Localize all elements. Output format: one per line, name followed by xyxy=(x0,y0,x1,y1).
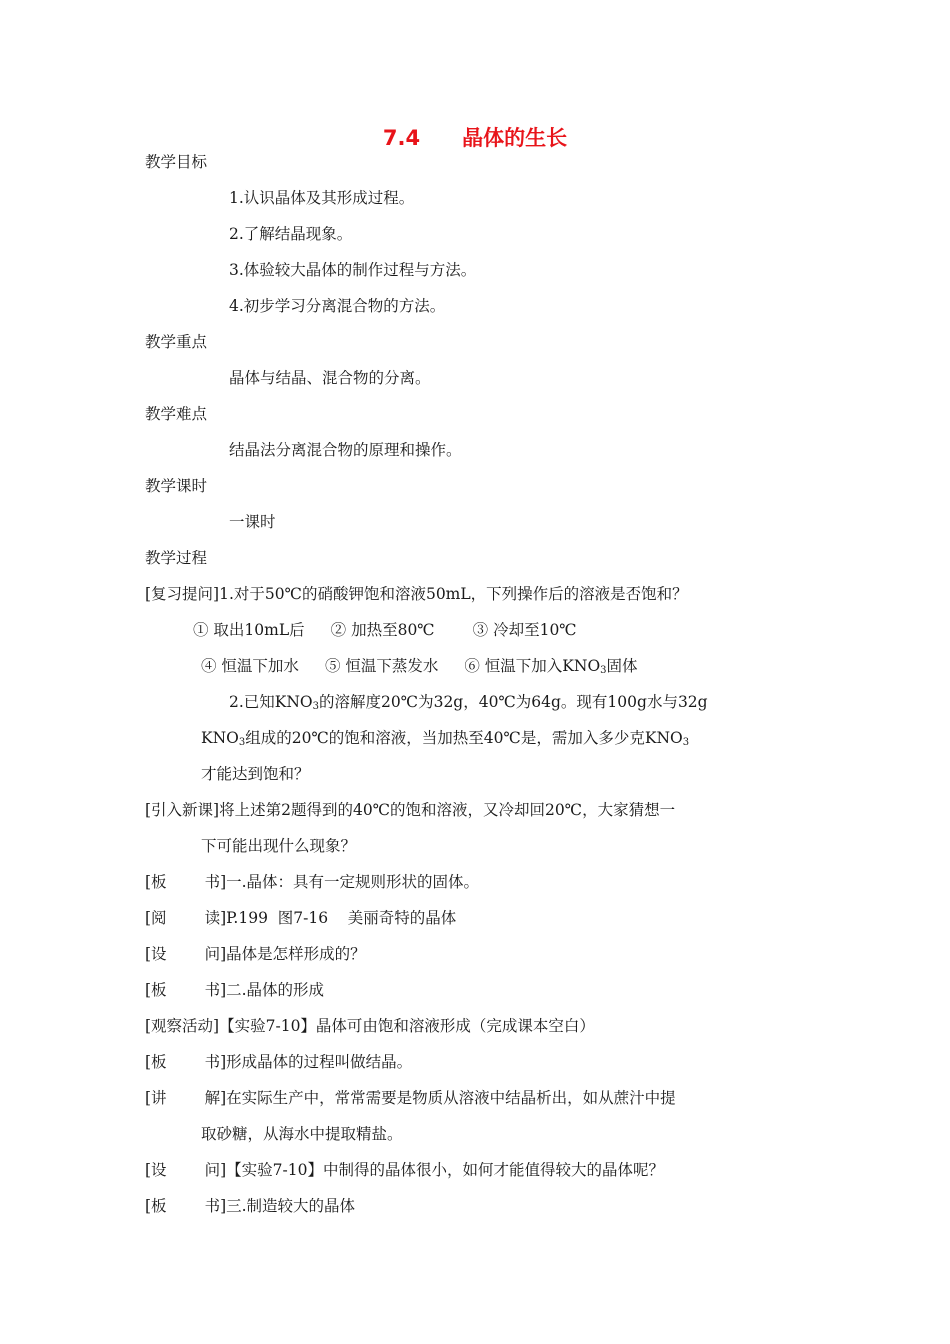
subscript: 3 xyxy=(238,737,246,748)
line-tag: [板 xyxy=(145,981,167,999)
page-title xyxy=(0,124,950,152)
line-tag: [讲 xyxy=(145,1089,167,1107)
line-tag: 书] xyxy=(204,1053,227,1071)
line-text: 在实际生产中，常常需要是物质从溶液中结晶析出，如从蔗汁中提 xyxy=(226,1089,676,1107)
process-heading: 教学过程 xyxy=(145,549,208,567)
subscript: 3 xyxy=(682,737,690,748)
ask-line xyxy=(145,1160,664,1180)
option-item: ③ 冷却至10℃ xyxy=(472,621,577,639)
hours-text: 一课时 xyxy=(229,513,276,531)
hours-heading: 教学课时 xyxy=(145,477,208,495)
q2-text: KNO xyxy=(201,729,239,747)
explain-line-1 xyxy=(145,1088,676,1108)
line-text: 形成晶体的过程叫做结晶。 xyxy=(226,1053,413,1071)
objective-item: 4.初步学习分离混合物的方法。 xyxy=(229,297,446,315)
line-tag: 书] xyxy=(204,873,227,891)
line-tag: [阅 xyxy=(145,909,167,927)
line-tag: [板 xyxy=(145,1197,167,1215)
board-line xyxy=(145,872,479,892)
question-2-line-1 xyxy=(229,692,708,712)
intro-tag: [引入新课] xyxy=(145,801,220,819)
objective-item: 2.了解结晶现象。 xyxy=(229,225,353,243)
q2-text: 组成的20℃的饱和溶液，当加热至40℃是，需加入多少克KNO xyxy=(245,729,683,747)
objective-item: 3.体验较大晶体的制作过程与方法。 xyxy=(229,261,477,279)
review-question-1 xyxy=(145,584,688,604)
observe-line xyxy=(145,1016,595,1036)
line-tag: 问] xyxy=(204,945,227,963)
line-text: 二.晶体的形成 xyxy=(226,981,325,999)
line-text: 三.制造较大的晶体 xyxy=(226,1197,356,1215)
title-text: 晶体的生长 xyxy=(462,126,568,150)
line-tag: [设 xyxy=(145,1161,167,1179)
observe-text: 【实验7-10】晶体可由饱和溶液形成（完成课本空白） xyxy=(219,1017,595,1035)
option-item: ⑤ 恒温下蒸发水 xyxy=(324,657,439,675)
subscript: 3 xyxy=(600,665,607,676)
objective-item: 1.认识晶体及其形成过程。 xyxy=(229,189,415,207)
review-tag: [复习提问] xyxy=(145,585,220,603)
line-tag: [板 xyxy=(145,873,167,891)
board-line xyxy=(145,1196,355,1216)
line-tag: 书] xyxy=(204,981,227,999)
objectives-heading: 教学目标 xyxy=(145,153,208,171)
line-text: 一.晶体：具有一定规则形状的固体。 xyxy=(226,873,480,891)
option-item: ⑥ 恒温下加入KNO xyxy=(464,657,601,675)
line-tag: 读] xyxy=(204,909,227,927)
line-text: 【实验7-10】中制得的晶体很小，如何才能值得较大的晶体呢？ xyxy=(226,1161,664,1179)
intro-line-2: 下可能出现什么现象？ xyxy=(201,837,357,855)
option-item: ② 加热至80℃ xyxy=(330,621,435,639)
line-tag: 解] xyxy=(204,1089,227,1107)
review-q1-text: 1.对于50℃的硝酸钾饱和溶液50mL，下列操作后的溶液是否饱和？ xyxy=(219,585,688,603)
explain-line-2: 取砂糖，从海水中提取精盐。 xyxy=(201,1125,403,1143)
option-item: ① 取出10mL后 xyxy=(193,621,305,639)
line-text: P.199 图7-16 美丽奇特的晶体 xyxy=(226,909,457,927)
ask-line xyxy=(145,944,366,964)
line-tag: [设 xyxy=(145,945,167,963)
option-item: ④ 恒温下加水 xyxy=(201,657,299,675)
difficulty-text: 结晶法分离混合物的原理和操作。 xyxy=(229,441,462,459)
options-row-2 xyxy=(201,656,638,676)
difficulty-heading: 教学难点 xyxy=(145,405,208,423)
options-row-1 xyxy=(193,620,577,640)
line-text: 晶体是怎样形成的？ xyxy=(226,945,366,963)
question-2-line-3: 才能达到饱和？ xyxy=(201,765,310,783)
observe-tag: [观察活动] xyxy=(145,1017,220,1035)
option-item-tail: 固体 xyxy=(606,657,638,675)
line-tag: 问] xyxy=(204,1161,227,1179)
intro-line-1 xyxy=(145,800,675,820)
subscript: 3 xyxy=(312,701,320,712)
question-2-line-2 xyxy=(201,728,689,748)
line-tag: [板 xyxy=(145,1053,167,1071)
board-line xyxy=(145,1052,412,1072)
read-line xyxy=(145,908,456,928)
key-text: 晶体与结晶、混合物的分离。 xyxy=(229,369,431,387)
line-tag: 书] xyxy=(204,1197,227,1215)
intro-text: 将上述第2题得到的40℃的饱和溶液，又冷却回20℃，大家猜想一 xyxy=(219,801,676,819)
key-heading: 教学重点 xyxy=(145,333,208,351)
q2-text: 2.已知KNO xyxy=(229,693,313,711)
q2-text: 的溶解度20℃为32g，40℃为64g。现有100g水与32g xyxy=(319,693,708,711)
title-number: 7.4 xyxy=(382,126,421,150)
board-line xyxy=(145,980,324,1000)
